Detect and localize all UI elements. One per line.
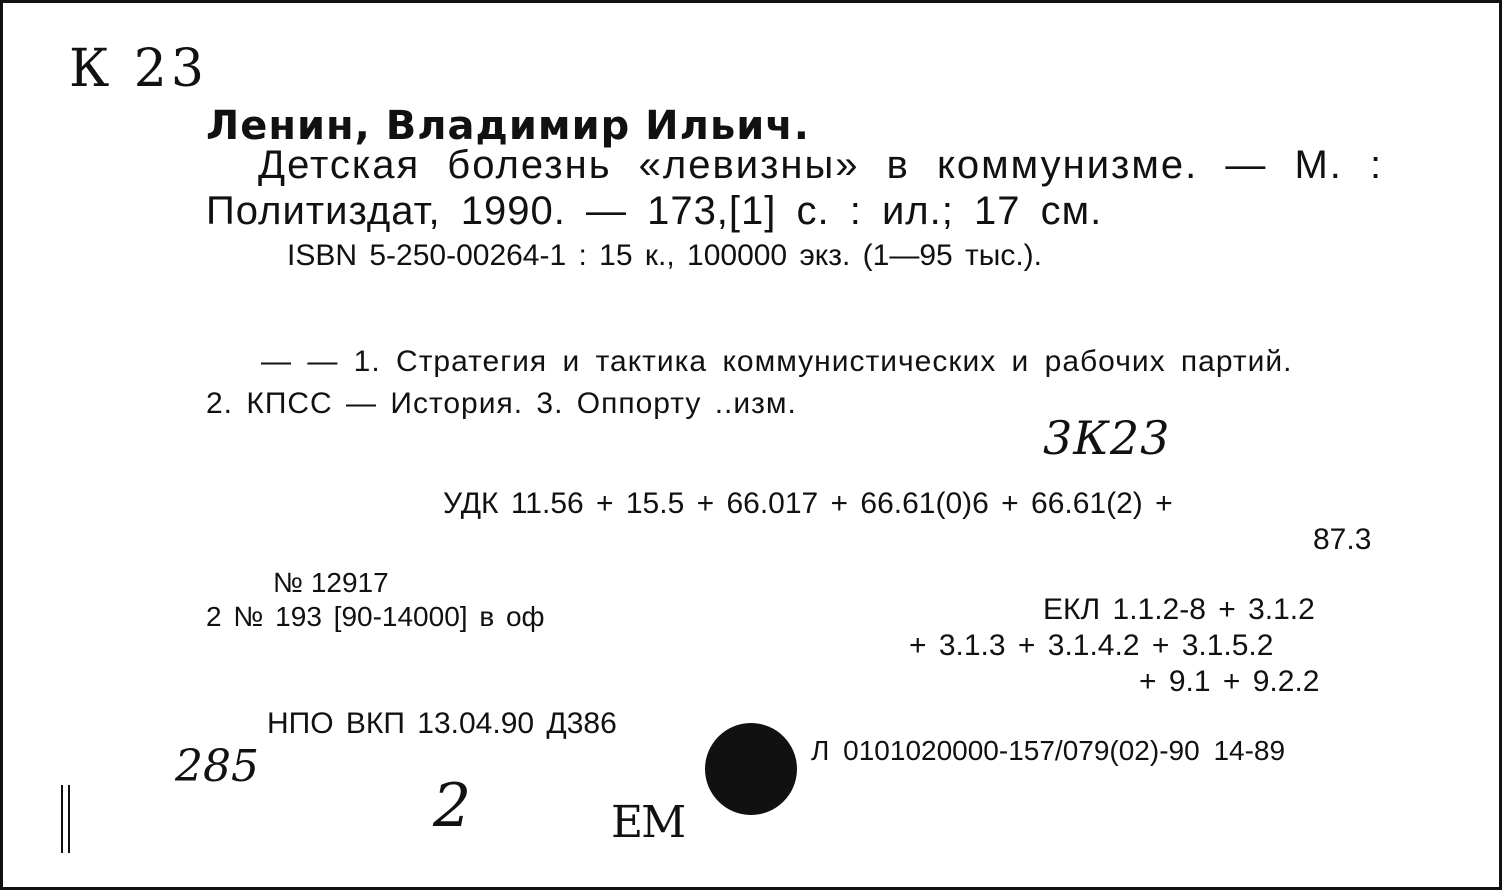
ekl-line-2: + 3.1.3 + 3.1.4.2 + 3.1.5.2	[909, 629, 1274, 662]
ekl-line-3: + 9.1 + 9.2.2	[1139, 665, 1320, 698]
handwritten-code: 3К23	[1043, 411, 1171, 465]
title-line-1: Детская болезнь «левизны» в коммунизме. — М. :	[258, 143, 1384, 187]
edge-mark-icon	[61, 785, 70, 853]
shelf-mark: К 23	[69, 39, 208, 99]
handwritten-2: 2	[433, 771, 472, 841]
handwritten-285: 285	[175, 741, 259, 792]
number-line-1: № 12917	[273, 567, 389, 598]
npo-line: НПО ВКП 13.04.90 Д386	[267, 707, 617, 740]
udk-line-1: УДК 11.56 + 15.5 + 66.017 + 66.61(0)6 + 66.61(2) +	[443, 487, 1173, 520]
em-stamp: ЕМ	[611, 797, 685, 848]
l-code-line: Л 0101020000-157/079(02)-90 14-89	[811, 735, 1286, 766]
isbn-line: ISBN 5-250-00264-1 : 15 к., 100000 экз. (1—95 тыс.).	[287, 239, 1042, 272]
black-dot-icon	[705, 723, 797, 815]
udk-line-2: 87.3	[1313, 523, 1372, 556]
ekl-line-1: ЕКЛ 1.1.2-8 + 3.1.2	[1043, 593, 1315, 626]
author-heading: Ленин, Владимир Ильич.	[206, 103, 810, 149]
subjects-line-2: 2. КПСС — История. 3. Оппорту ..изм.	[206, 387, 797, 420]
title-line-2: Политиздат, 1990. — 173,[1] с. : ил.; 17 см.	[206, 189, 1103, 233]
number-line-2: 2 № 193 [90-14000] в оф	[206, 601, 545, 632]
subjects-line-1: — — 1. Стратегия и тактика коммунистических и рабочих партий.	[261, 345, 1293, 378]
